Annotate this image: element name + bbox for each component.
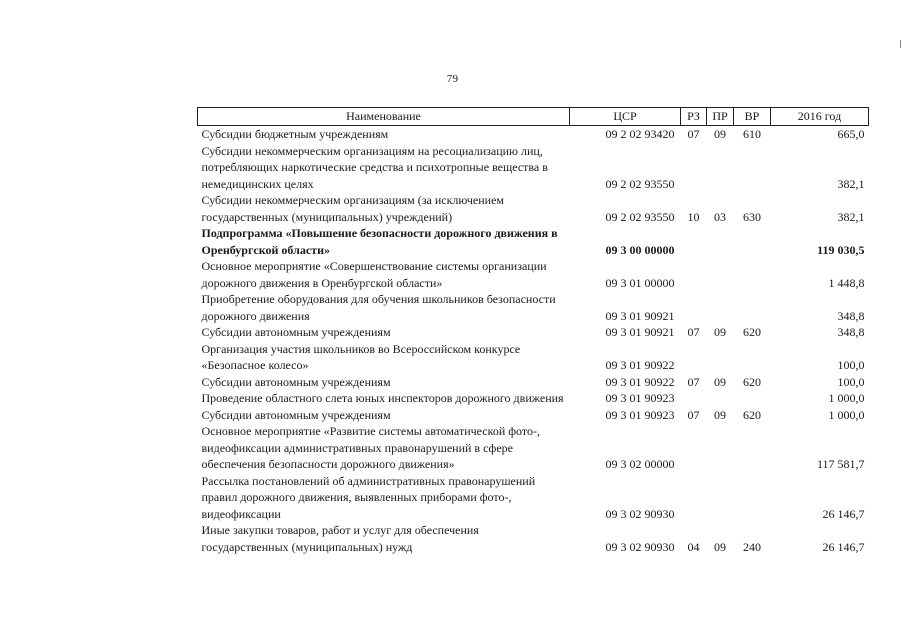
row-csr-cell: 09 2 02 93550 xyxy=(605,209,675,224)
row-amount-cell: 117 581,7 xyxy=(816,457,865,471)
table-row xyxy=(198,258,869,291)
row-vr-cell: 630 xyxy=(743,209,761,224)
table-row xyxy=(198,407,869,424)
row-name-cell: Организация участия школьников во Всероссийском конкурсе «Безопасное колесо» xyxy=(201,341,521,372)
row-amount-cell: 382,1 xyxy=(837,176,865,191)
row-rz-cell: 07 xyxy=(687,374,700,389)
row-vr-cell xyxy=(734,143,771,193)
row-amount-cell: 1 000,0 xyxy=(828,407,865,422)
row-csr-cell: 09 3 01 00000 xyxy=(605,275,675,290)
row-pr-cell: 09 xyxy=(714,325,726,339)
row-csr-cell: 09 3 02 00000 xyxy=(605,457,675,471)
row-rz-cell xyxy=(681,258,707,291)
table-row xyxy=(198,522,869,555)
row-rz-cell: 07 xyxy=(687,407,700,422)
row-amount-cell: 348,8 xyxy=(837,308,865,323)
row-csr-cell: 09 3 02 90930 xyxy=(605,539,675,554)
row-csr-cell: 09 3 01 90922 xyxy=(605,374,675,389)
row-pr-cell xyxy=(707,225,734,258)
row-name-cell: Субсидии бюджетным учреждениям xyxy=(201,127,389,141)
page-edge-mark xyxy=(900,40,901,48)
row-pr-cell xyxy=(707,291,734,324)
row-vr-cell xyxy=(734,258,771,291)
row-csr-cell: 09 3 01 90923 xyxy=(605,391,675,405)
header-rz: РЗ xyxy=(681,108,707,126)
row-rz-cell: 10 xyxy=(687,209,700,224)
row-vr-cell xyxy=(734,225,771,258)
row-vr-cell: 620 xyxy=(743,374,761,389)
row-name-cell: Субсидии некоммерческим организациям (за исключением государственных (муниципальных) учреждений) xyxy=(201,193,505,224)
row-name-cell: Субсидии некоммерческим организациям на ресоциализацию лиц, потребляющих наркотические средства и психотропные вещества в немедицинских целях xyxy=(201,143,548,191)
row-csr-cell: 09 3 02 90930 xyxy=(605,506,675,521)
table-row xyxy=(198,324,869,341)
table-row xyxy=(198,291,869,324)
row-csr-cell: 09 3 01 90921 xyxy=(605,325,675,339)
table-row xyxy=(198,126,869,143)
row-pr-cell: 09 xyxy=(714,539,726,554)
row-pr-cell: 09 xyxy=(714,374,726,389)
row-pr-cell xyxy=(707,423,734,473)
header-name: Наименование xyxy=(198,108,570,126)
page-number: 79 xyxy=(446,73,459,85)
row-rz-cell xyxy=(681,473,707,523)
row-amount-cell: 100,0 xyxy=(837,358,865,372)
row-vr-cell xyxy=(734,291,771,324)
row-vr-cell xyxy=(734,473,771,523)
row-rz-cell xyxy=(681,291,707,324)
row-name-cell: Основное мероприятие «Совершенствование системы организации дорожного движения в Оренбургской области» xyxy=(201,259,547,290)
row-vr-cell: 620 xyxy=(743,407,761,422)
table-row xyxy=(198,192,869,225)
row-name-cell: Проведение областного слета юных инспекторов дорожного движения xyxy=(201,391,564,405)
row-amount-cell: 26 146,7 xyxy=(822,506,865,521)
table-row xyxy=(198,390,869,407)
row-rz-cell: 04 xyxy=(687,539,700,554)
row-pr-cell: 03 xyxy=(714,209,726,224)
row-pr-cell xyxy=(707,258,734,291)
row-pr-cell: 09 xyxy=(714,127,726,141)
budget-table xyxy=(197,107,869,555)
row-vr-cell xyxy=(734,341,771,374)
row-amount-cell: 1 448,8 xyxy=(828,275,865,290)
row-csr-cell: 09 2 02 93420 xyxy=(605,127,675,141)
table-row xyxy=(198,341,869,374)
row-name-cell: Субсидии автономным учреждениям xyxy=(201,325,391,339)
row-name-cell: Субсидии автономным учреждениям xyxy=(201,407,391,422)
header-vr: ВР xyxy=(734,108,771,126)
row-csr-cell: 09 2 02 93550 xyxy=(605,176,675,191)
row-name-cell: Приобретение оборудования для обучения школьников безопасности дорожного движения xyxy=(201,292,556,323)
row-amount-cell: 665,0 xyxy=(837,127,865,141)
row-pr-cell xyxy=(707,143,734,193)
row-amount-cell: 26 146,7 xyxy=(822,539,865,554)
row-csr-cell: 09 3 01 90921 xyxy=(605,308,675,323)
row-csr-cell: 09 3 01 90922 xyxy=(605,358,675,372)
row-amount-cell: 119 030,5 xyxy=(817,242,865,257)
header-year: 2016 год xyxy=(771,108,869,126)
row-name-cell: Рассылка постановлений об административных правонарушений правил дорожного движения, выявленных приборами фото-, видеофиксации xyxy=(201,473,536,521)
table-row xyxy=(198,473,869,523)
header-pr: ПР xyxy=(707,108,734,126)
row-rz-cell xyxy=(681,423,707,473)
row-csr-cell: 09 3 01 90923 xyxy=(605,407,675,422)
row-rz-cell: 07 xyxy=(687,325,700,339)
row-pr-cell xyxy=(707,341,734,374)
row-pr-cell xyxy=(707,473,734,523)
row-name-cell: Основное мероприятие «Развитие системы автоматической фото-, видеофиксации административных правонарушений в сфере обеспечения безопасности дорожного движения» xyxy=(201,424,540,471)
row-amount-cell: 100,0 xyxy=(837,374,865,389)
row-vr-cell xyxy=(734,390,771,407)
table-row xyxy=(198,423,869,473)
table-header-row xyxy=(198,108,869,126)
row-rz-cell xyxy=(681,225,707,258)
row-name-cell: Иные закупки товаров, работ и услуг для обеспечения государственных (муниципальных) нужд xyxy=(201,523,479,554)
row-csr-cell: 09 3 00 00000 xyxy=(605,242,675,257)
row-rz-cell xyxy=(681,390,707,407)
row-pr-cell xyxy=(707,390,734,407)
row-amount-cell: 382,1 xyxy=(837,209,865,224)
row-amount-cell: 348,8 xyxy=(837,325,865,339)
table-row xyxy=(198,143,869,193)
table-row xyxy=(198,374,869,391)
row-name-cell: Субсидии автономным учреждениям xyxy=(201,374,391,389)
header-csr: ЦСР xyxy=(570,108,681,126)
row-name-cell: Подпрограмма «Повышение безопасности дорожного движения в Оренбургской области» xyxy=(201,226,558,257)
row-vr-cell: 240 xyxy=(743,539,761,554)
row-rz-cell xyxy=(681,143,707,193)
row-vr-cell: 610 xyxy=(743,127,761,141)
row-rz-cell xyxy=(681,341,707,374)
table-row xyxy=(198,225,869,258)
row-vr-cell xyxy=(734,423,771,473)
row-vr-cell: 620 xyxy=(743,325,761,339)
row-pr-cell: 09 xyxy=(714,407,726,422)
row-rz-cell: 07 xyxy=(687,127,700,141)
row-amount-cell: 1 000,0 xyxy=(828,391,865,405)
